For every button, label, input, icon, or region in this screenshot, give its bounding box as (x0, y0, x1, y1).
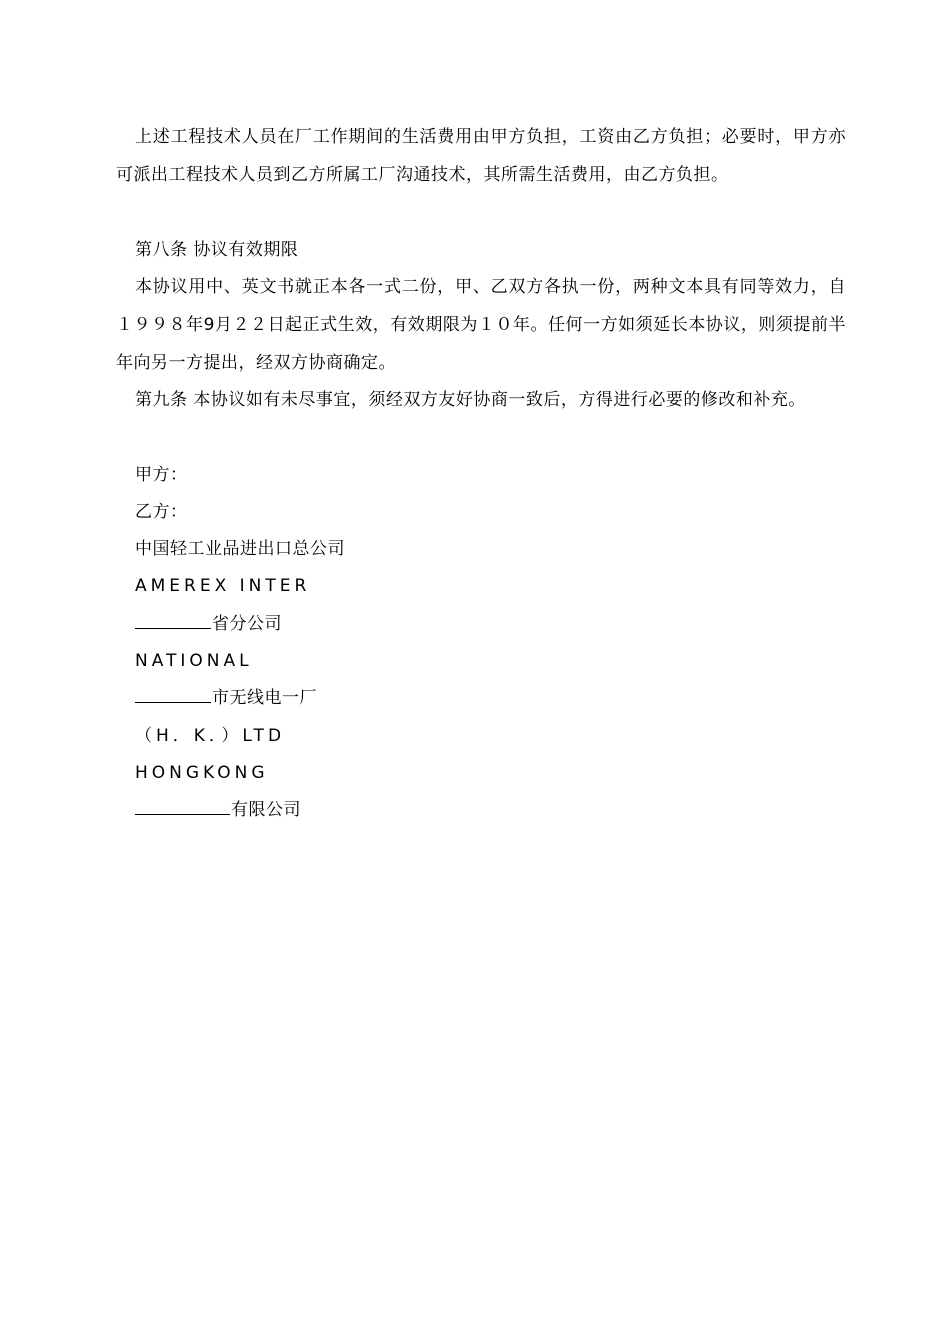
article-9: 第九条 本协议如有未尽事宜，须经双方友好协商一致后，方得进行必要的修改和补充。 (135, 390, 806, 410)
province-branch-line (135, 605, 282, 643)
company-name-en-line-3: （H．K．）LTD (135, 726, 286, 746)
city-factory-line (135, 679, 317, 717)
company-name-en-line-4: HONGKONG (135, 763, 269, 783)
blank-underline (135, 798, 230, 815)
limited-company-line (135, 791, 301, 829)
company-name-cn: 中国轻工业品进出口总公司 (135, 539, 345, 559)
company-name-en-line-1: AMEREX INTER (135, 576, 311, 596)
blank-underline (135, 686, 211, 703)
party-a-label: 甲方： (135, 465, 188, 485)
limited-company-text: 有限公司 (231, 800, 301, 820)
blank-underline (135, 612, 211, 629)
province-branch-text: 省分公司 (212, 614, 282, 634)
city-factory-text: 市无线电一厂 (212, 688, 317, 708)
article-8-body: 本协议用中、英文书就正本各一式二份，甲、乙双方各执一份，两种文本具有同等效力，自１９９８年9月２２日起正式生效，有效期限为１０年。任何一方如须延长本协议，则须提前半年向另一方提出，经双方协商确定。 (116, 277, 846, 373)
party-b-label: 乙方： (135, 502, 188, 522)
paragraph-expenses: 上述工程技术人员在厂工作期间的生活费用由甲方负担，工资由乙方负担；必要时，甲方亦可派出工程技术人员到乙方所属工厂沟通技术，其所需生活费用，由乙方负担。 (116, 127, 846, 185)
article-8-heading: 第八条 协议有效期限 (135, 240, 299, 260)
company-name-en-line-2: NATIONAL (135, 651, 253, 671)
